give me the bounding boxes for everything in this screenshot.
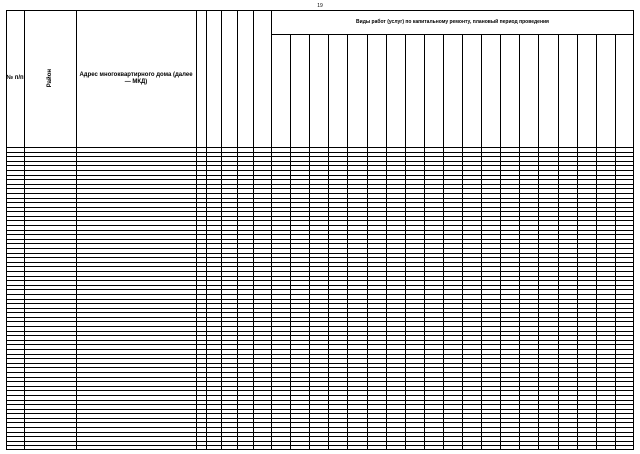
header-column-22 — [519, 34, 538, 147]
header-column-12 — [328, 34, 347, 147]
grid-line-horizontal — [271, 34, 634, 35]
header-column-23 — [538, 34, 558, 147]
header-column-4 — [196, 10, 206, 147]
grid-line-horizontal — [6, 10, 634, 11]
grid-line-vertical — [6, 10, 7, 450]
header-column-24 — [558, 34, 577, 147]
header-column-25 — [577, 34, 596, 147]
header-column-21 — [500, 34, 519, 147]
grid-line-vertical — [633, 10, 634, 450]
grid-line-horizontal — [6, 449, 634, 450]
header-column-15 — [386, 34, 405, 147]
header-column-6 — [221, 10, 237, 147]
header-address: Адрес многоквартирного дома (далее — МКД) — [79, 71, 193, 85]
header-column-16 — [405, 34, 424, 147]
header-column-27 — [615, 34, 634, 147]
header-column-26 — [596, 34, 615, 147]
header-column-7 — [237, 10, 253, 147]
header-column-14 — [367, 34, 386, 147]
header-column-10 — [290, 34, 309, 147]
header-column-18 — [443, 34, 462, 147]
header-column-8 — [253, 10, 271, 147]
header-column-11 — [309, 34, 328, 147]
header-column-17 — [424, 34, 443, 147]
header-column-19 — [462, 34, 481, 147]
header-num: № п/п — [6, 75, 24, 81]
capital-repair-table — [6, 10, 634, 450]
grid-line-horizontal — [6, 147, 634, 148]
header-column-5 — [206, 10, 221, 147]
header-district-label: Район — [46, 69, 53, 88]
header-district — [24, 10, 76, 147]
page-number: 19 — [317, 3, 323, 9]
header-works-group-title: Виды работ (услуг) по капитальному ремонту, плановый период проведения — [356, 18, 549, 25]
header-column-20 — [481, 34, 500, 147]
header-column-9 — [271, 34, 290, 147]
header-column-13 — [347, 34, 367, 147]
